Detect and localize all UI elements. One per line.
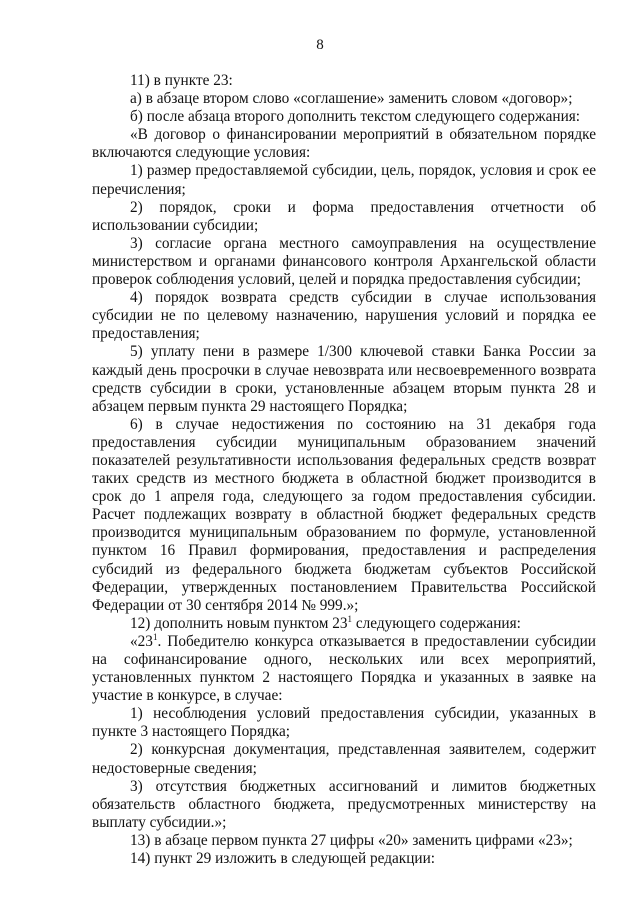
paragraph-refusal-1: 1) несоблюдения условий предоставления субсидии, указанных в пункте 3 настоящего Порядка; bbox=[92, 705, 596, 741]
paragraph-condition-2: 2) порядок, сроки и форма предоставления отчетности об использовании субсидии; bbox=[92, 198, 596, 234]
paragraph-subitem-a: а) в абзаце втором слово «соглашение» заменить словом «договор»; bbox=[130, 90, 573, 108]
paragraph-item-11: 11) в пункте 23: bbox=[130, 72, 233, 89]
clause-23-1-text: . Победителю конкурса отказывается в предоставлении субсидии на софинансирование одного, нескольких или всех мероприятий, установленных пунктом 2 настоящего Порядка и указанных в заявке на участие в конкурсе, в случае: bbox=[92, 632, 596, 705]
paragraph-condition-4: 4) порядок возврата средств субсидии в случае использования субсидии не по целевому назначению, нарушения условий и порядка ее предоставления; bbox=[92, 289, 596, 343]
paragraph-subitem-b: б) после абзаца второго дополнить текстом следующего содержания: bbox=[130, 108, 581, 126]
paragraph-condition-6: 6) в случае недостижения по состоянию на 31 декабря года предоставления субсидии муниципальным образованием значений показателей результативности использования федеральных средств возврат таких средств из местного бюджета в областной бюджет производится в срок до 1 апреля года, следующего за годом предоставления субсидии. Расчет подлежащих возврату в областной бюджет федеральных средств производится муниципальным образованием по формуле, установленной пунктом 16 Правил формирования, предоставления и распределения субсидий из федерального бюджета бюджетам субъектов Российской Федерации, утвержденных постановлением Правительства Российской Федерации от 30 сентября 2014 № 999.»; bbox=[92, 415, 596, 614]
paragraph-refusal-3: 3) отсутствия бюджетных ассигнований и лимитов бюджетных обязательств областного бюджета, предусмотренных министерству на выплату субсидии.»; bbox=[92, 777, 596, 831]
page-number: 8 bbox=[316, 37, 324, 53]
paragraph-contract-intro: «В договор о финансировании мероприятий в обязательном порядке включаются следующие условия: bbox=[92, 126, 596, 162]
paragraph-item-14: 14) пункт 29 изложить в следующей редакции: bbox=[130, 850, 436, 868]
clause-23-1-superscript: 1 bbox=[152, 631, 158, 642]
paragraph-condition-1: 1) размер предоставляемой субсидии, цель, порядок, условия и срок ее перечисления; bbox=[92, 162, 596, 198]
document-body bbox=[92, 72, 596, 868]
item-12-text-start: 12) дополнить новым пунктом 23 bbox=[130, 614, 348, 632]
paragraph-condition-3: 3) согласие органа местного самоуправления на осуществление министерством и органами финансового контроля Архангельской области проверок соблюдения условий, целей и порядка предоставления субсидии; bbox=[92, 234, 596, 289]
paragraph-item-13: 13) в абзаце первом пункта 27 цифры «20» заменить цифрами «23»; bbox=[130, 831, 573, 849]
item-12-superscript: 1 bbox=[347, 613, 353, 624]
paragraph-refusal-2: 2) конкурсная документация, представленная заявителем, содержит недостоверные сведения; bbox=[92, 741, 596, 777]
clause-23-1-number: «23 bbox=[130, 632, 153, 650]
paragraph-item-12 bbox=[92, 615, 596, 633]
paragraph-condition-5: 5) уплату пени в размере 1/300 ключевой ставки Банка России за каждый день просрочки в случае невозврата или несвоевременного возврата средств субсидии в сроки, установленные абзацем вторым пункта 28 и абзацем первым пункта 29 настоящего Порядка; bbox=[92, 343, 596, 415]
paragraph-clause-23-1 bbox=[92, 633, 596, 705]
item-12-text-end: следующего содержания: bbox=[352, 614, 521, 632]
